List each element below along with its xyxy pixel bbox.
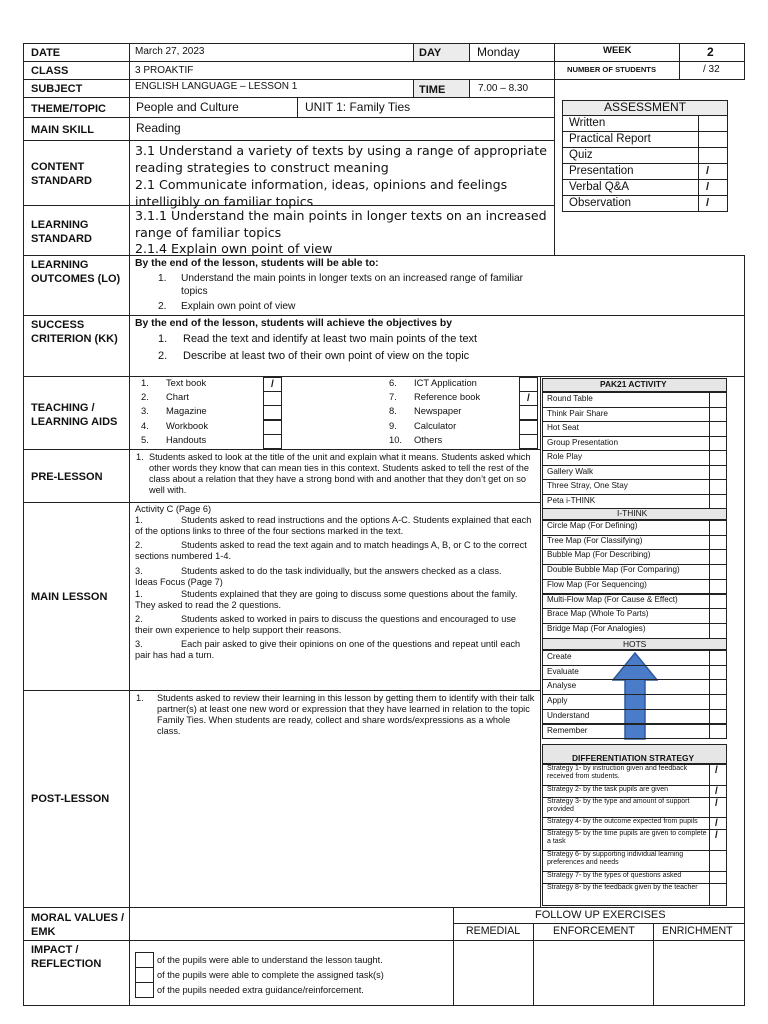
ithink-item-label: Flow Map (For Sequencing) xyxy=(547,579,647,589)
differentiation-check-mark: / xyxy=(715,830,718,841)
pak21-item-label: Three Stray, One Stay xyxy=(547,481,628,490)
aid-number: 5. xyxy=(141,433,149,445)
remedial-label: REMEDIAL xyxy=(466,925,521,937)
learning-standard-label: LEARNING STANDARD xyxy=(31,219,92,246)
aid-label: Handouts xyxy=(166,433,207,445)
ithink-item-label: Bridge Map (For Analogies) xyxy=(547,623,646,633)
ithink-checkbox[interactable] xyxy=(709,623,727,639)
ithink-checkbox[interactable] xyxy=(709,579,727,595)
ithink-item-label: Circle Map (For Defining) xyxy=(547,521,638,530)
moral-label: MORAL VALUES / EMK xyxy=(31,912,125,939)
aid-checkbox[interactable] xyxy=(263,391,282,406)
aid-label: Chart xyxy=(166,391,189,403)
assessment-checkbox[interactable] xyxy=(698,147,728,164)
activity-c-number: 2. xyxy=(135,540,143,550)
impact-item-label: of the pupils were able to complete the assigned task(s) xyxy=(157,970,384,980)
hots-item-label: Evaluate xyxy=(547,666,579,676)
time-value: 7.00 – 8.30 xyxy=(478,83,529,94)
hots-title: HOTS xyxy=(623,639,647,649)
differentiation-item-label: Strategy 3- by the type and amount of support provided xyxy=(547,798,690,814)
activity-c-number: 1. xyxy=(135,515,143,525)
aid-label: ICT Application xyxy=(414,377,477,388)
lo-number-2: 2. xyxy=(158,301,167,312)
assessment-item-label: Verbal Q&A xyxy=(569,181,630,193)
week-value: 2 xyxy=(707,45,714,59)
sc-item-1: Read the text and identify at least two main points of the text xyxy=(183,333,478,345)
differentiation-title: DIFFERENTIATION STRATEGY xyxy=(572,753,695,763)
pak21-checkbox[interactable] xyxy=(709,450,727,466)
pak21-item-label: Hot Seat xyxy=(547,423,579,432)
aid-label: Calculator xyxy=(414,419,457,431)
hots-checkbox[interactable] xyxy=(709,694,727,710)
differentiation-item-label: Strategy 1- by instruction given and feedback received from students. xyxy=(547,765,688,781)
pak21-item-label: Think Pair Share xyxy=(547,408,608,418)
sc-item-2: Describe at least two of their own point of view on the topic xyxy=(183,350,470,362)
students-value: / 32 xyxy=(703,64,720,75)
hots-checkbox[interactable] xyxy=(709,650,727,666)
subject-label: SUBJECT xyxy=(31,83,83,95)
theme-label: THEME/TOPIC xyxy=(31,103,106,115)
main-lesson-label: MAIN LESSON xyxy=(31,591,108,603)
hots-checkbox[interactable] xyxy=(709,709,727,725)
class-label: CLASS xyxy=(31,65,69,77)
content-standard-label: CONTENT STANDARD xyxy=(31,161,92,188)
aid-label: Magazine xyxy=(166,405,207,417)
post-lesson-number: 1. xyxy=(136,693,144,703)
ithink-item-label: Tree Map (For Classifying) xyxy=(547,535,643,545)
ideas-focus-item: Students asked to worked in pairs to discuss the questions and encouraged to use their own experience to help support their reasons. xyxy=(135,614,517,635)
time-label: TIME xyxy=(419,84,446,96)
ithink-checkbox[interactable] xyxy=(709,549,727,565)
activity-c-item: Students asked to read instructions and the options A-C. Students explained that each of the options links to three of the four sections marked in the text. xyxy=(135,515,532,536)
differentiation-checkbox[interactable] xyxy=(709,883,727,906)
pak21-checkbox[interactable] xyxy=(709,494,727,510)
students-label: NUMBER OF STUDENTS xyxy=(567,65,657,74)
impact-item-label: of the pupils needed extra guidance/reinforcement. xyxy=(157,985,364,995)
assessment-checkbox[interactable] xyxy=(698,195,728,212)
activity-c-heading: Activity C (Page 6) xyxy=(135,504,212,514)
aid-checkbox[interactable] xyxy=(519,405,538,420)
content-standard-line1: 3.1 Understand a variety of texts by using a range of appropriate reading strategies to construct meaning xyxy=(135,143,547,175)
pak21-title: PAK21 ACTIVITY xyxy=(600,379,667,389)
activity-c-item: Students asked to read the text again and to match headings A, B, or C to the correct sections numbered 1-4. xyxy=(135,540,527,561)
pak21-item-label: Peta i-THINK xyxy=(547,495,596,505)
hots-checkbox[interactable] xyxy=(709,724,727,740)
remedial-cell xyxy=(453,940,534,1006)
differentiation-checkbox[interactable] xyxy=(709,797,727,818)
learning-standard-line2: 2.1.4 Explain own point of view xyxy=(135,241,333,256)
assessment-item-label: Observation xyxy=(569,197,632,209)
enforcement-cell xyxy=(533,940,654,1006)
differentiation-item-label: Strategy 8- by the feedback given by the teacher xyxy=(547,884,698,891)
aid-label: Workbook xyxy=(166,419,209,431)
lo-number-1: 1. xyxy=(158,273,167,284)
ithink-checkbox[interactable] xyxy=(709,608,727,624)
class-value: 3 PROAKTIF xyxy=(135,65,194,76)
pre-lesson-text: Students asked to look at the title of the unit and explain what it means. Students asked which other words they know that can mean ties in this context. Students asked to tell the rest of the class about a relation that they have a strong bond with and another that they don’t get on so well with. xyxy=(149,452,531,495)
impact-label: IMPACT / REFLECTION xyxy=(31,944,102,971)
ideas-focus-number: 2. xyxy=(135,614,143,624)
ithink-item-label: Bubble Map (For Describing) xyxy=(547,550,651,560)
impact-checkbox[interactable] xyxy=(135,982,154,998)
aid-number: 8. xyxy=(389,405,397,417)
aid-label: Newspaper xyxy=(414,405,462,417)
ideas-focus-item: Students explained that they are going to discuss some questions about the family. They asked to read the 2 questions. xyxy=(135,589,518,610)
aid-check-mark: / xyxy=(271,379,274,390)
assessment-title: ASSESSMENT xyxy=(604,100,687,114)
differentiation-item-label: Strategy 7- by the types of questions asked xyxy=(547,872,682,879)
assessment-item-label: Written xyxy=(569,117,606,129)
ithink-checkbox[interactable] xyxy=(709,564,727,580)
ideas-focus-item: Each pair asked to give their opinions on one of the questions and repeat until each pair has had a turn. xyxy=(135,639,521,660)
learning-outcomes-label: LEARNING OUTCOMES (LO) xyxy=(31,259,121,286)
assessment-item-label: Presentation xyxy=(569,165,634,177)
ideas-focus-heading: Ideas Focus (Page 7) xyxy=(135,577,223,587)
pak21-item-label: Group Presentation xyxy=(547,437,619,447)
follow-up-title: FOLLOW UP EXERCISES xyxy=(535,909,666,921)
unit-value: UNIT 1: Family Ties xyxy=(305,100,411,114)
ithink-item-label: Brace Map (Whole To Parts) xyxy=(547,609,649,619)
subject-value: ENGLISH LANGUAGE – LESSON 1 xyxy=(135,81,298,92)
hots-item-label: Understand xyxy=(547,710,590,720)
success-criterion-label: SUCCESS CRITERION (KK) xyxy=(31,319,118,346)
pak21-checkbox[interactable] xyxy=(709,465,727,481)
activity-c-item: Students asked to do the task individually, but the answers checked as a class. xyxy=(181,566,502,576)
sc-number-1: 1. xyxy=(158,333,168,345)
differentiation-item-label: Strategy 2- by the task pupils are given xyxy=(547,786,669,793)
ideas-focus-number: 3. xyxy=(135,639,143,649)
impact-checkbox[interactable] xyxy=(135,967,154,983)
pak21-checkbox[interactable] xyxy=(709,407,727,423)
differentiation-checkbox[interactable] xyxy=(709,850,727,872)
assessment-item-label: Practical Report xyxy=(569,133,651,145)
aid-checkbox[interactable] xyxy=(519,377,538,392)
differentiation-checkbox[interactable] xyxy=(709,764,727,786)
assessment-checkbox[interactable] xyxy=(698,179,728,196)
differentiation-check-mark: / xyxy=(715,765,718,776)
aid-checkbox[interactable] xyxy=(263,405,282,420)
pre-lesson-label: PRE-LESSON xyxy=(31,471,103,483)
aid-checkbox[interactable] xyxy=(263,434,282,449)
impact-checkbox[interactable] xyxy=(135,952,154,968)
ithink-item-label: Multi-Flow Map (For Cause & Effect) xyxy=(547,594,678,604)
pak21-item-label: Gallery Walk xyxy=(547,466,594,476)
enforcement-label: ENFORCEMENT xyxy=(553,925,635,937)
learning-outcomes-intro: By the end of the lesson, students will be able to: xyxy=(135,258,379,269)
sc-number-2: 2. xyxy=(158,350,168,362)
assessment-checkbox[interactable] xyxy=(698,115,728,132)
aid-label: Reference book xyxy=(414,391,481,403)
aid-number: 1. xyxy=(141,377,149,388)
pak21-checkbox[interactable] xyxy=(709,479,727,495)
pak21-checkbox[interactable] xyxy=(709,436,727,452)
differentiation-check-mark: / xyxy=(715,798,718,809)
hots-item-label: Remember xyxy=(547,725,588,735)
impact-item-label: of the pupils were able to understand the lesson taught. xyxy=(157,955,383,965)
aid-checkbox[interactable] xyxy=(519,434,538,449)
ithink-checkbox[interactable] xyxy=(709,520,727,536)
assessment-checkbox[interactable] xyxy=(698,163,728,180)
main-skill-value: Reading xyxy=(136,121,181,135)
aid-label: Text book xyxy=(166,377,207,388)
aid-number: 7. xyxy=(389,391,397,403)
enrichment-label: ENRICHMENT xyxy=(662,925,733,937)
hots-checkbox[interactable] xyxy=(709,679,727,695)
theme-value: People and Culture xyxy=(136,100,239,114)
moral-value-cell xyxy=(129,907,454,941)
date-label: DATE xyxy=(31,47,61,59)
hots-checkbox[interactable] xyxy=(709,665,727,681)
lo-item-2: Explain own point of view xyxy=(181,301,296,312)
pak21-item-label: Role Play xyxy=(547,452,583,461)
hots-item-label: Analyse xyxy=(547,681,577,691)
assessment-item-label: Quiz xyxy=(569,149,593,161)
pak21-checkbox[interactable] xyxy=(709,392,727,408)
date-value: March 27, 2023 xyxy=(135,46,205,57)
hots-item-label: Create xyxy=(547,652,572,661)
aid-label: Others xyxy=(414,433,443,445)
aid-check-mark: / xyxy=(527,393,530,405)
pak21-checkbox[interactable] xyxy=(709,421,727,437)
day-value: Monday xyxy=(477,45,520,59)
ithink-checkbox[interactable] xyxy=(709,594,727,610)
aid-number: 10. xyxy=(389,433,403,445)
aid-checkbox[interactable] xyxy=(263,420,282,435)
activity-c-number: 3. xyxy=(135,566,143,576)
hots-item-label: Apply xyxy=(547,696,568,706)
enrichment-cell xyxy=(653,940,745,1006)
assessment-checkbox[interactable] xyxy=(698,131,728,148)
aid-number: 3. xyxy=(141,405,149,417)
assessment-check-mark: / xyxy=(706,165,710,177)
differentiation-item-label: Strategy 6- by supporting individual learning preferences and needs xyxy=(547,851,684,867)
aid-number: 4. xyxy=(141,419,149,431)
day-label: DAY xyxy=(419,47,442,59)
main-skill-value-cell xyxy=(129,117,555,141)
differentiation-check-mark: / xyxy=(715,786,718,797)
differentiation-item-label: Strategy 5- by the time pupils are given to complete a task xyxy=(547,830,707,846)
teaching-aids-label: TEACHING / LEARNING AIDS xyxy=(31,402,118,429)
aid-number: 6. xyxy=(389,377,397,388)
aid-number: 2. xyxy=(141,391,149,403)
ithink-title: I-THINK xyxy=(617,508,648,518)
assessment-check-mark: / xyxy=(706,197,710,209)
pak21-item-label: Round Table xyxy=(547,394,593,403)
ithink-item-label: Double Bubble Map (For Comparing) xyxy=(547,565,680,575)
pre-lesson-number: 1. xyxy=(136,452,144,462)
assessment-check-mark: / xyxy=(706,181,710,193)
content-standard-line2: 2.1 Communicate information, ideas, opinions and feelings intelligibly on familiar topics xyxy=(135,177,508,209)
differentiation-check-mark: / xyxy=(715,818,718,829)
ideas-focus-number: 1. xyxy=(135,589,143,599)
aid-number: 9. xyxy=(389,419,397,431)
differentiation-item-label: Strategy 4- by the outcome expected from pupils xyxy=(547,818,698,825)
post-lesson-text: Students asked to review their learning in this lesson by getting them to identify with their talk partner(s) at least one new word or expression that they have learned in relation to the topic Family Ties. When students are ready, collect and share words/expressions as a whole class. xyxy=(157,693,535,736)
post-lesson-label: POST-LESSON xyxy=(31,793,110,805)
differentiation-checkbox[interactable] xyxy=(709,829,727,851)
week-label: WEEK xyxy=(603,45,632,56)
ithink-checkbox[interactable] xyxy=(709,535,727,551)
success-criterion-intro: By the end of the lesson, students will achieve the objectives by xyxy=(135,318,452,329)
main-skill-label: MAIN SKILL xyxy=(31,124,94,136)
lo-item-1: Understand the main points in longer texts on an increased range of familiar topics xyxy=(181,273,524,298)
aid-checkbox[interactable] xyxy=(519,420,538,435)
learning-standard-line1: 3.1.1 Understand the main points in longer texts on an increased range of familiar topics xyxy=(135,208,547,240)
